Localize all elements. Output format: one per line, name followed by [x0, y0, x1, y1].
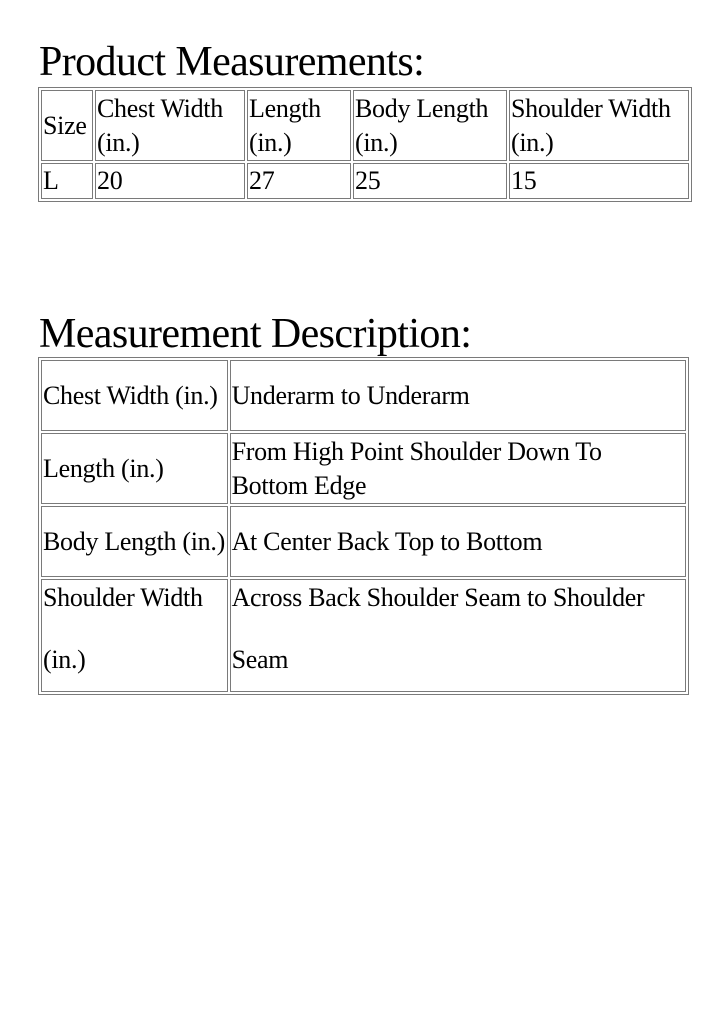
cell-size-value: L [41, 163, 93, 199]
description-text [230, 579, 686, 692]
table-row [41, 506, 686, 577]
description-text: At Center Back Top to Bottom [230, 506, 686, 577]
table-header-row [41, 90, 689, 161]
product-measurements-title: Product Measurements: [39, 39, 425, 85]
cell-length-value: 27 [247, 163, 351, 199]
measurement-description-title: Measurement Description: [39, 311, 472, 357]
cell-shoulder-width-value: 15 [509, 163, 689, 199]
table-row [41, 360, 686, 431]
description-term: Body Length (in.) [41, 506, 228, 577]
description-term-text: Shoulder Width (in.) [43, 583, 203, 674]
header-cell-shoulder-width: Shoulder Width (in.) [509, 90, 689, 161]
table-row [41, 579, 686, 692]
cell-body-length-value: 25 [353, 163, 507, 199]
product-measurements-table [38, 87, 692, 202]
measurement-description-table [38, 357, 689, 695]
table-row [41, 433, 686, 504]
header-cell-length: Length (in.) [247, 90, 351, 161]
header-cell-body-length: Body Length (in.) [353, 90, 507, 161]
header-cell-chest-width: Chest Width (in.) [95, 90, 245, 161]
description-term [41, 579, 228, 692]
description-term: Length (in.) [41, 433, 228, 504]
header-cell-size: Size [41, 90, 93, 161]
table-row [41, 163, 689, 199]
description-text-value: Across Back Shoulder Seam to Shoulder Seam [231, 583, 645, 674]
description-term: Chest Width (in.) [41, 360, 228, 431]
description-text: Underarm to Underarm [230, 360, 686, 431]
description-text: From High Point Shoulder Down To Bottom Edge [230, 433, 686, 504]
cell-chest-width-value: 20 [95, 163, 245, 199]
